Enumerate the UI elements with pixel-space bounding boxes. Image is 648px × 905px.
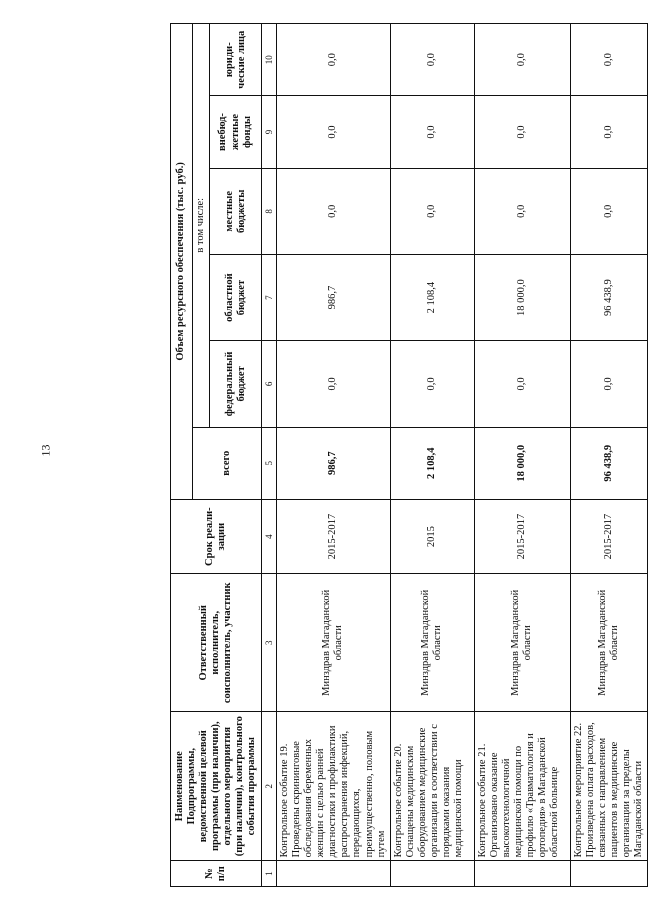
row-regional: 18 000,0 <box>474 254 570 340</box>
row-local: 0,0 <box>474 168 570 254</box>
header-local: местные бюджеты <box>210 168 262 254</box>
row-executor: Минздрав Магаданской области <box>277 574 391 712</box>
header-incl: в том числе: <box>193 24 210 428</box>
header-offbudget: внебюд-жетные фонды <box>210 96 262 168</box>
budget-table-sheet <box>170 23 644 887</box>
page-number: 13 <box>38 444 53 457</box>
row-regional: 2 108,4 <box>390 254 474 340</box>
row-total: 2 108,4 <box>390 427 474 499</box>
column-number: 8 <box>262 168 277 254</box>
row-legal: 0,0 <box>390 24 474 96</box>
row-local: 0,0 <box>277 168 391 254</box>
row-executor: Минздрав Магаданской области <box>570 574 647 712</box>
table-row <box>474 24 570 887</box>
table-row <box>570 24 647 887</box>
column-number: 2 <box>262 712 277 861</box>
row-number <box>474 861 570 887</box>
row-total: 96 438,9 <box>570 427 647 499</box>
row-legal: 0,0 <box>277 24 391 96</box>
row-offbudget: 0,0 <box>277 96 391 168</box>
row-legal: 0,0 <box>570 24 647 96</box>
row-federal: 0,0 <box>390 341 474 427</box>
header-federal: федеральный бюджет <box>210 341 262 427</box>
header-name: Наименование Подпрограммы, ведомственной целевой программы (при наличии), отдельного мероприятия (при наличии), контрольного события программы <box>171 712 262 861</box>
row-number <box>390 861 474 887</box>
row-local: 0,0 <box>570 168 647 254</box>
row-offbudget: 0,0 <box>390 96 474 168</box>
row-period: 2015-2017 <box>570 499 647 574</box>
row-offbudget: 0,0 <box>474 96 570 168</box>
row-name: Контрольное мероприятие 22. Произведена оплата расходов, связанных с направлением пациентов в медицинские организации за пределы Магаданской области <box>570 712 647 861</box>
row-total: 986,7 <box>277 427 391 499</box>
column-number: 1 <box>262 861 277 887</box>
table-row <box>277 24 391 887</box>
row-regional: 96 438,9 <box>570 254 647 340</box>
row-local: 0,0 <box>390 168 474 254</box>
row-period: 2015-2017 <box>277 499 391 574</box>
resource-table <box>170 23 648 887</box>
column-number: 6 <box>262 341 277 427</box>
row-period: 2015-2017 <box>474 499 570 574</box>
header-executor: Ответственный исполнитель, соисполнитель, участник <box>171 574 262 712</box>
row-period: 2015 <box>390 499 474 574</box>
row-name: Контрольное событие 21. Организовано оказание высокотехнологичной медицинской помощи по профилю «Травматология и ортопедия» в Магаданской областной больнице <box>474 712 570 861</box>
row-number <box>570 861 647 887</box>
row-legal: 0,0 <box>474 24 570 96</box>
column-number: 7 <box>262 254 277 340</box>
row-executor: Минздрав Магаданской области <box>390 574 474 712</box>
column-number: 9 <box>262 96 277 168</box>
row-federal: 0,0 <box>570 341 647 427</box>
column-number: 10 <box>262 24 277 96</box>
header-regional: областной бюджет <box>210 254 262 340</box>
column-number: 4 <box>262 499 277 574</box>
header-resources: Объем ресурсного обеспечения (тыс. руб.) <box>171 24 193 500</box>
row-regional: 986,7 <box>277 254 391 340</box>
table-row <box>390 24 474 887</box>
row-executor: Минздрав Магаданской области <box>474 574 570 712</box>
header-number: № п/п <box>171 861 262 887</box>
row-name: Контрольное событие 20. Оснащены медицинским оборудованием медицинские организации в соответствии с порядками оказания медицинской помощи <box>390 712 474 861</box>
header-total: всего <box>193 427 262 499</box>
row-offbudget: 0,0 <box>570 96 647 168</box>
column-number: 3 <box>262 574 277 712</box>
row-federal: 0,0 <box>277 341 391 427</box>
header-period: Срок реали-зации <box>171 499 262 574</box>
column-number-row <box>262 24 277 887</box>
row-total: 18 000,0 <box>474 427 570 499</box>
row-name: Контрольное событие 19. Проведены скрининговые обследования беременных женщин с целью ранней диагностики и профилактики распространения инфекций, передающихся, преимущественно, половым путем <box>277 712 391 861</box>
row-number <box>277 861 391 887</box>
row-federal: 0,0 <box>474 341 570 427</box>
header-legal: юриди-ческие лица <box>210 24 262 96</box>
column-number: 5 <box>262 427 277 499</box>
